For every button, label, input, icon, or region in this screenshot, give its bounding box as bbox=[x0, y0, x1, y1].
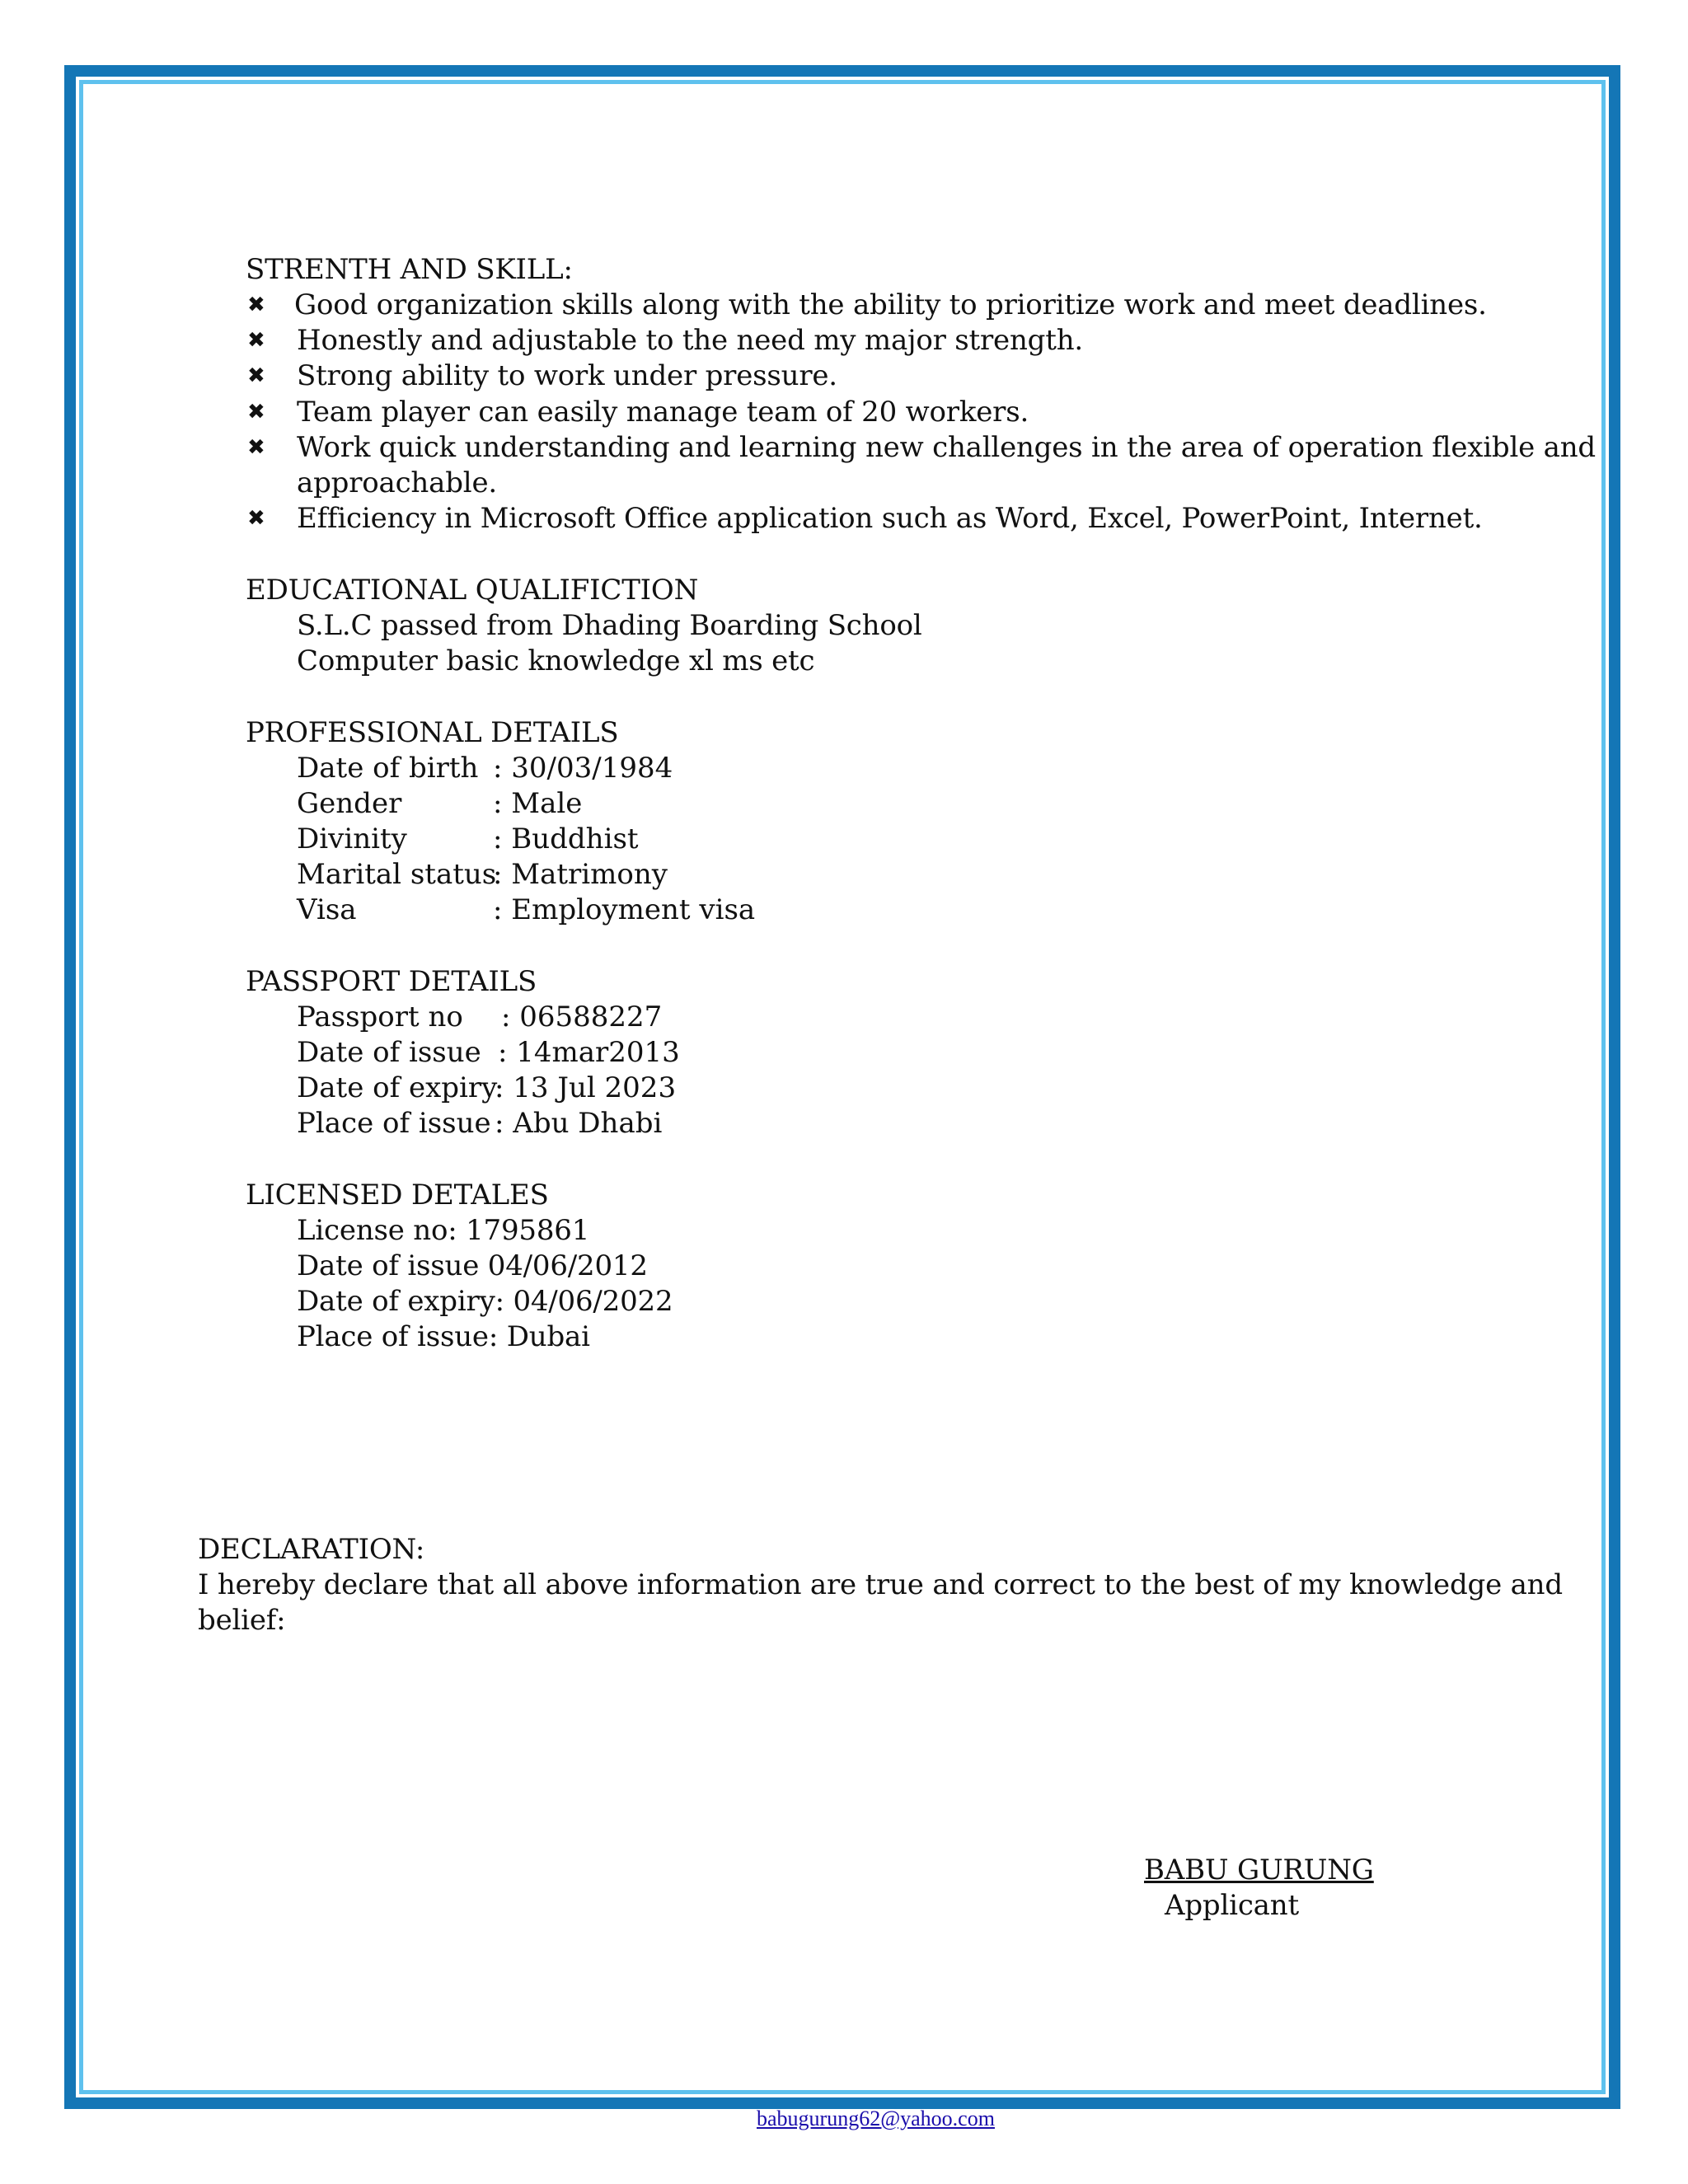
cross-mark-icon: ✖ bbox=[247, 435, 265, 460]
license-line: License no: 1795861 bbox=[297, 1214, 590, 1247]
declaration-text: belief: bbox=[198, 1604, 286, 1637]
applicant-role: Applicant bbox=[1165, 1889, 1299, 1922]
passport-value: : 14mar2013 bbox=[498, 1036, 680, 1069]
education-line: Computer basic knowledge xl ms etc bbox=[297, 644, 815, 677]
education-heading: EDUCATIONAL QUALIFICTION bbox=[246, 574, 699, 607]
professional-value: : Employment visa bbox=[493, 893, 756, 926]
passport-value: : Abu Dhabi bbox=[495, 1107, 663, 1140]
cross-mark-icon: ✖ bbox=[247, 293, 265, 317]
professional-value: : Matrimony bbox=[493, 858, 668, 891]
professional-value: : Buddhist bbox=[493, 823, 639, 855]
cross-mark-icon: ✖ bbox=[247, 328, 265, 353]
license-heading: LICENSED DETALES bbox=[246, 1179, 549, 1212]
professional-value: : Male bbox=[493, 787, 583, 820]
passport-value: : 13 Jul 2023 bbox=[495, 1071, 677, 1104]
professional-key: Divinity bbox=[297, 823, 407, 855]
professional-key: Marital status bbox=[297, 858, 497, 891]
skill-item: Strong ability to work under pressure. bbox=[297, 359, 837, 392]
professional-key: Date of birth bbox=[297, 752, 479, 785]
applicant-name: BABU GURUNG bbox=[1144, 1854, 1374, 1886]
license-line: Place of issue: Dubai bbox=[297, 1320, 590, 1353]
passport-key: Passport no bbox=[297, 1001, 463, 1033]
skill-item: Good organization skills along with the ability to prioritize work and meet deadlines. bbox=[294, 288, 1487, 321]
skill-item-continuation: approachable. bbox=[297, 466, 497, 499]
professional-value: : 30/03/1984 bbox=[493, 752, 673, 785]
email-link[interactable]: babugurung62@yahoo.com bbox=[757, 2107, 995, 2130]
passport-key: Date of issue bbox=[297, 1036, 481, 1069]
education-line: S.L.C passed from Dhading Boarding School bbox=[297, 609, 922, 642]
skills-heading: STRENTH AND SKILL: bbox=[246, 253, 573, 286]
skill-item: Efficiency in Microsoft Office application such as Word, Excel, PowerPoint, Internet. bbox=[297, 502, 1483, 535]
skill-item: Work quick understanding and learning new challenges in the area of operation flexible and bbox=[297, 431, 1596, 464]
cross-mark-icon: ✖ bbox=[247, 363, 265, 388]
skill-item: Team player can easily manage team of 20 workers. bbox=[297, 396, 1029, 429]
cross-mark-icon: ✖ bbox=[247, 400, 265, 424]
declaration-text: I hereby declare that all above information are true and correct to the best of my knowledge and bbox=[198, 1568, 1563, 1601]
passport-heading: PASSPORT DETAILS bbox=[246, 965, 537, 998]
skill-item: Honestly and adjustable to the need my major strength. bbox=[297, 324, 1083, 357]
professional-key: Gender bbox=[297, 787, 402, 820]
declaration-heading: DECLARATION: bbox=[198, 1533, 425, 1566]
professional-key: Visa bbox=[297, 893, 357, 926]
professional-heading: PROFESSIONAL DETAILS bbox=[246, 716, 619, 749]
cross-mark-icon: ✖ bbox=[247, 506, 265, 531]
passport-key: Date of expiry bbox=[297, 1071, 498, 1104]
license-line: Date of issue 04/06/2012 bbox=[297, 1249, 648, 1282]
passport-value: : 06588227 bbox=[501, 1001, 663, 1033]
license-line: Date of expiry: 04/06/2022 bbox=[297, 1285, 673, 1318]
passport-key: Place of issue bbox=[297, 1107, 491, 1140]
